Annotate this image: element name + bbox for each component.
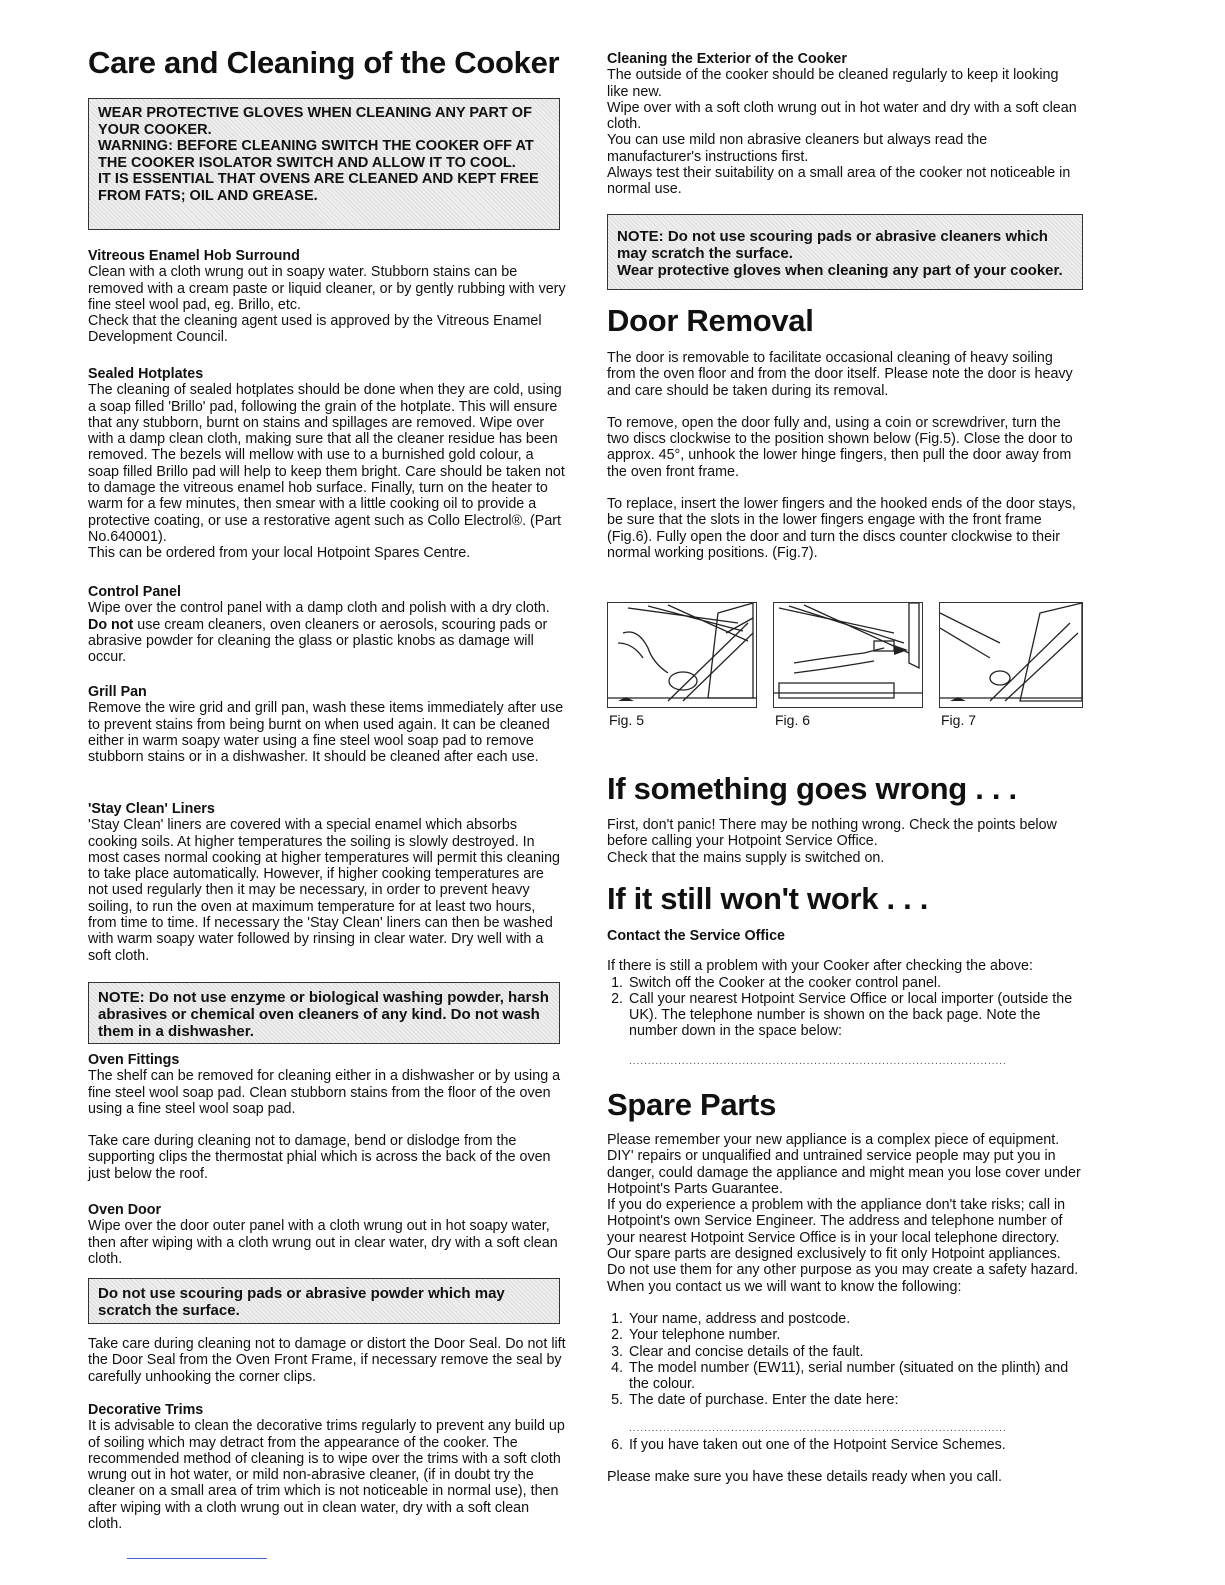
safety-warning-box [88,98,560,230]
figure-5-image [607,602,757,708]
section-body: If there is still a problem with your Cooker after checking the above: [607,958,1033,975]
spare-parts-title: Spare Parts [607,1087,777,1122]
page-title: Care and Cleaning of the Cooker [88,45,560,80]
section-subheading: Contact the Service Office [607,928,785,944]
section-heading: 'Stay Clean' Liners [88,801,215,817]
details-list-continued [607,1437,1083,1453]
list-item: 2. Your telephone number. [627,1327,1083,1343]
section-door-removal [607,350,1083,561]
section-heading: Sealed Hotplates [88,366,204,382]
list-item: 1. Your name, address and postcode. [627,1311,1083,1327]
section-body: It is advisable to clean the decorative trims regularly to prevent any build up of soiling which may detract from the appearance of the cooker. The recommended method of cleaning is to wipe over the trims with a soft cloth wrung out in hot water, or mild non-abrasive cleaner, (if in doubt try the cleaner on a small area of trim which is not noticeable in normal use), then after wiping with a cloth wrung out in clean water, dry with a soft clean cloth. [88,1418,565,1533]
list-item: 1. Switch off the Cooker at the cooker control panel. [627,975,1083,991]
section-exterior [607,51,1083,198]
section-body: The door is removable to facilitate occasional cleaning of heavy soiling from the oven floor and from the door itself. Please note the door is heavy and care should be taken during its removal. [607,350,1073,399]
section-vitreous-enamel [88,248,566,346]
section-body: Our spare parts are designed exclusively to fit only Hotpoint appliances. Do not use them for any other purpose as you may create a safety hazard. [607,1246,1079,1279]
section-body: To replace, insert the lower fingers and the hooked ends of the door stays, be sure that the slots in the lower fingers engage with the front frame (Fig.6). Fully open the door and turn the discs counter clockwise to their normal working positions. (Fig.7). [607,496,1076,561]
figure-6-caption: Fig. 6 [775,712,811,728]
list-item: 2. Call your nearest Hotpoint Service Office or local importer (outside the UK). The telephone number is shown on the back page. Note the number down in the space below: [627,991,1083,1040]
section-heading: Control Panel [88,584,181,600]
section-body: The shelf can be removed for cleaning either in a dishwasher or by using a fine steel wool soap pad. Clean stubborn stains from the floor of the oven using a fine steel wool soap pad. [88,1068,561,1117]
section-door-seal [88,1336,566,1385]
door-removal-figures [607,602,1083,712]
list-item: 5. The date of purchase. Enter the date here: [627,1392,1083,1408]
details-list [607,1311,1083,1409]
section-body: Wipe over the control panel with a damp cloth and polish with a dry cloth. Do not use cream cleaners, oven cleaners or aerosols, scouring pads or abrasive powder for cleaning the glass or plastic knobs as damage will occur. [88,600,550,666]
list-item: 3. Clear and concise details of the fault. [627,1344,1083,1360]
section-body: DIY' repairs or unqualified and untrained service people may put you in danger, could damage the appliance and might mean you lose cover under Hotpoint's Parts Guarantee. [607,1148,1081,1197]
section-body: Remove the wire grid and grill pan, wash these items immediately after use to prevent stains from being burnt on when used again. It can be cleaned either in warm soapy water using a fine steel wool soap pad to remove stubborn stains or in a dishwasher. It should be cleaned after each use. [88,700,564,766]
figure-6-image [773,602,923,708]
section-still-wont-work [607,928,1083,1070]
section-body: Clean with a cloth wrung out in soapy water. Stubborn stains can be removed with a cream paste or liquid cleaner, or by gently rubbing with very fine steel wool pad, eg. Brillo, etc. [88,264,566,313]
section-heading: Grill Pan [88,684,147,700]
section-stay-clean-liners [88,801,566,964]
section-body: First, don't panic! There may be nothing wrong. Check the points below before calling your Hotpoint Service Office. [607,817,1057,850]
something-wrong-title: If something goes wrong . . . [607,771,1017,806]
number-entry-line: .................................................................................................... [629,1055,1007,1067]
section-body: The cleaning of sealed hotplates should be done when they are cold, using a soap filled 'Brillo' pad, following the grain of the hotplate. This will ensure that any stubborn, burnt on stains and spillages are removed. Wipe over with a damp clean cloth, making sure that all the cleaner residue has been removed. The bezels will mellow with use to a burnished gold colour, a soap filled Brillo pad will help to keep them bright. Care should be taken not to damage the vitreous enamel hob surface. Finally, turn on the heater to warm for a few minutes, then smear with a little cooking oil to provide a protective coating, or use a restorative agent such as Collo Electrol®. (Part No.640001). [88,382,565,545]
action-list [607,975,1083,1040]
note-washing-powder: NOTE: Do not use enzyme or biological washing powder, harsh abrasives or chemical oven cleaners of any kind. Do not wash them in a dishwasher. [88,982,560,1044]
section-heading: Vitreous Enamel Hob Surround [88,248,300,264]
section-heading: Cleaning the Exterior of the Cooker [607,51,847,67]
figure-7-image [939,602,1083,708]
section-body: Take care during cleaning not to damage or distort the Door Seal. Do not lift the Door Seal from the Oven Front Frame, if necessary remove the seal by carefully unhooking the corner clips. [88,1336,566,1385]
section-spare-parts [607,1132,1083,1486]
section-control-panel [88,584,566,665]
section-body: If you do experience a problem with the appliance don't take risks; call in Hotpoint's own Service Engineer. The address and telephone number of your nearest Hotpoint Service Office is in your local telephone directory. [607,1197,1066,1246]
section-decorative-trims [88,1402,566,1532]
warning-line: IT IS ESSENTIAL THAT OVENS ARE CLEANED AND KEPT FREE FROM FATS; OIL AND GREASE. [98,171,539,204]
date-entry-line: .................................................................................................... [629,1422,1007,1434]
section-heading: Decorative Trims [88,1402,204,1418]
section-heading: Oven Fittings [88,1052,180,1068]
note-scouring-pads: Do not use scouring pads or abrasive powder which may scratch the surface. [88,1278,560,1324]
section-body: Check that the mains supply is switched on. [607,849,885,866]
list-item: 6. If you have taken out one of the Hotpoint Service Schemes. [627,1437,1083,1453]
warning-line: WEAR PROTECTIVE GLOVES WHEN CLEANING ANY PART OF YOUR COOKER. [98,105,532,138]
section-sealed-hotplates [88,366,566,562]
figure-7-caption: Fig. 7 [941,712,977,728]
section-body: Wipe over the door outer panel with a cloth wrung out in hot soapy water, then after wiping with a cloth wrung out in clear water, dry with a soft clean cloth. [88,1218,558,1267]
section-oven-door [88,1202,566,1267]
note-exterior-warning: NOTE: Do not use scouring pads or abrasive cleaners which may scratch the surface. Wear protective gloves when cleaning any part of your cooker. [607,214,1083,290]
section-body: Check that the cleaning agent used is approved by the Vitreous Enamel Development Council. [88,313,542,346]
figure-5-caption: Fig. 5 [609,712,645,728]
section-body: This can be ordered from your local Hotpoint Spares Centre. [88,545,471,562]
section-grill-pan [88,684,566,765]
section-oven-fittings [88,1052,566,1182]
still-wont-work-title: If it still won't work . . . [607,881,929,916]
section-body: You can use mild non abrasive cleaners but always read the manufacturer's instructions first. [607,132,988,165]
section-body: The outside of the cooker should be cleaned regularly to keep it looking like new. [607,67,1059,100]
warning-line: WARNING: BEFORE CLEANING SWITCH THE COOKER OFF AT THE COOKER ISOLATOR SWITCH AND ALLOW IT TO COOL. [98,138,534,171]
section-body: 'Stay Clean' liners are covered with a special enamel which absorbs cooking soils. At higher temperatures the soiling is slowly destroyed. In most cases normal cooking at higher temperatures will permit this cleaning to take place automatically. However, if higher cooking temperatures are not used regularly then it may be necessary, in order to prevent heavy soiling, to run the oven at maximum temperature for at least two hours, from time to time. If necessary the 'Stay Clean' liners can then be washed with warm soapy water followed by rinsing in clear water. Dry well with a soft cloth. [88,817,561,964]
footer-rule [127,1558,267,1559]
closing-note: Please make sure you have these details ready when you call. [607,1469,1002,1486]
section-something-wrong [607,817,1083,866]
section-body: Always test their suitability on a small area of the cooker not noticeable in normal use. [607,165,1071,198]
section-heading: Oven Door [88,1202,162,1218]
section-body: To remove, open the door fully and, using a coin or screwdriver, turn the two discs clockwise to the position shown below (Fig.5). Close the door to approx. 45°, unhook the lower hinge fingers, then pull the door away from the oven front frame. [607,414,1073,480]
list-item: 4. The model number (EW11), serial number (situated on the plinth) and the colour. [627,1360,1083,1393]
section-body: When you contact us we will want to know the following: [607,1278,962,1295]
section-body: Wipe over with a soft cloth wrung out in hot water and dry with a soft clean cloth. [607,99,1077,133]
door-removal-title: Door Removal [607,303,814,338]
section-body: Take care during cleaning not to damage, bend or dislodge from the supporting clips the thermostat phial which is across the back of the oven just below the roof. [88,1133,551,1182]
section-body: Please remember your new appliance is a complex piece of equipment. [607,1132,1060,1148]
